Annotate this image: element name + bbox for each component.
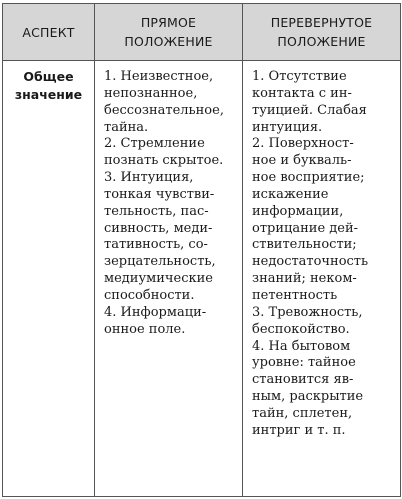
reversed-cell <box>243 61 401 497</box>
header-reversed-line: ПЕРЕВЕРНУТОЕ <box>270 15 373 30</box>
header-aspect <box>3 4 95 61</box>
reversed-line: отрицание дей- <box>252 220 359 236</box>
aspect-cell <box>3 61 95 497</box>
reversed-line: уровне: тайное <box>252 355 356 371</box>
reversed-line: 4. На бытовом <box>252 338 351 354</box>
upright-line: бессознательное, <box>104 102 224 118</box>
upright-line: тайна. <box>104 119 149 135</box>
upright-line: 2. Стремление <box>104 136 205 152</box>
reversed-line: 3. Тревожность, <box>252 304 363 320</box>
header-upright-line: ПОЛОЖЕНИЕ <box>124 34 213 49</box>
reversed-line: 2. Поверхност- <box>252 136 354 152</box>
upright-line: 3. Интуиция, <box>104 170 194 186</box>
upright-line: зерцательность, <box>104 254 216 270</box>
upright-line: 1. Неизвестное, <box>104 69 214 84</box>
upright-line: непознанное, <box>104 85 198 101</box>
reversed-line: контакта с ин- <box>252 85 352 101</box>
upright-line: тельность, пас- <box>104 203 209 219</box>
aspect-line: значение <box>14 87 83 102</box>
upright-line: онное поле. <box>104 321 186 337</box>
upright-line: познать скрытое. <box>104 153 224 169</box>
header-aspect-line: АСПЕКТ <box>22 24 75 40</box>
reversed-line: становится яв- <box>252 372 354 388</box>
reversed-line: интриг и т. п. <box>252 422 346 438</box>
reversed-line: интуиция. <box>252 119 323 135</box>
reversed-line: беспокойство. <box>252 321 350 337</box>
header-upright <box>95 4 243 61</box>
table-row <box>3 61 401 497</box>
reversed-line: искажение <box>252 186 329 202</box>
reversed-line: петентность <box>252 287 338 303</box>
tarot-meaning-table <box>2 3 401 497</box>
header-reversed-line: ПОЛОЖЕНИЕ <box>277 34 366 49</box>
upright-line: сивность, меди- <box>104 220 213 236</box>
upright-cell <box>95 61 243 497</box>
header-reversed <box>243 4 401 61</box>
reversed-line: ным, раскрытие <box>252 389 364 405</box>
upright-line: 4. Информаци- <box>104 304 207 320</box>
reversed-line: ное восприятие; <box>252 170 365 186</box>
reversed-line: ное и букваль- <box>252 153 352 169</box>
upright-line: тативность, со- <box>104 237 208 253</box>
reversed-line: 1. Отсутствие <box>252 69 347 84</box>
reversed-line: ствительности; <box>252 237 357 253</box>
upright-line: тонкая чувстви- <box>104 186 215 202</box>
aspect-line: Общее <box>23 69 74 84</box>
header-upright-line: ПРЯМОЕ <box>140 15 197 30</box>
upright-line: медиумические <box>104 271 213 287</box>
header-row <box>3 4 401 61</box>
reversed-line: туицией. Слабая <box>252 102 367 118</box>
reversed-line: знаний; неком- <box>252 271 357 287</box>
upright-line: способности. <box>104 287 195 303</box>
reversed-line: недостаточность <box>252 254 369 270</box>
reversed-line: тайн, сплетен, <box>252 405 353 421</box>
reversed-line: информации, <box>252 203 344 219</box>
